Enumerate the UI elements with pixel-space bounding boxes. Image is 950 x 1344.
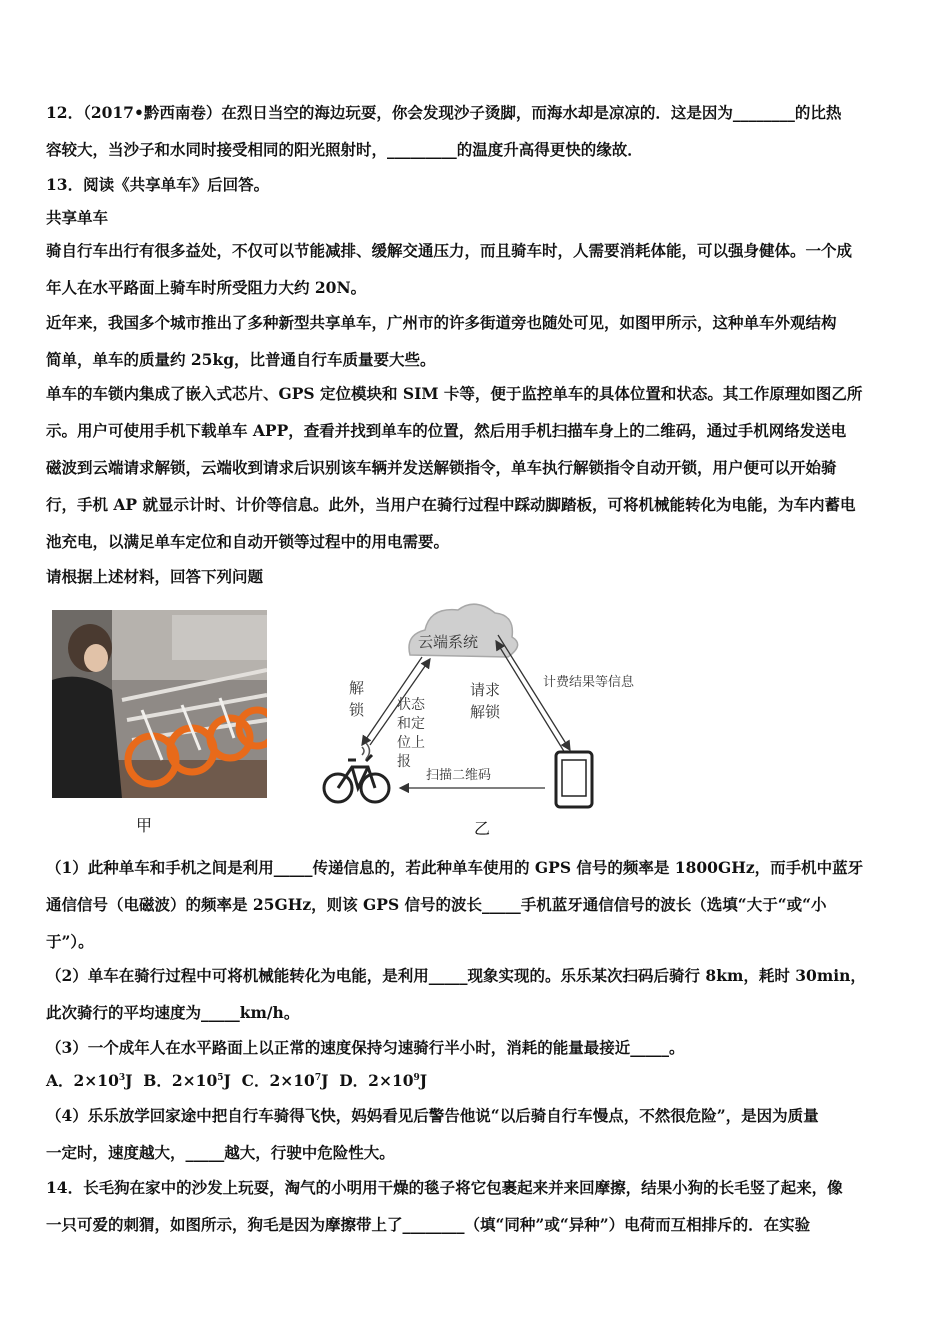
q14-line2: 一只可爱的刺猬，如图所示，狗毛是因为摩擦带上了________（填“同种”或“异种”）电荷而互相排斥的．在实验 [46, 1215, 811, 1234]
p3-line5: 池充电，以满足单车定位和自动开锁等过程中的用电需要。 [46, 532, 450, 551]
p2-line1: 近年来，我国多个城市推出了多种新型共享单车，广州市的许多街道旁也随处可见，如图甲所示，这种单车外观结构 [46, 313, 837, 332]
figure-caption-a: 甲 [136, 816, 153, 835]
request-label-2: 解锁 [470, 703, 501, 721]
article-title: 共享单车 [46, 208, 109, 227]
scan-label: 扫描二维码 [426, 768, 492, 783]
p2-line2: 简单，单车的质量约 25kg，比普通自行车质量要大些。 [46, 350, 436, 369]
option-d: D．$2\times 10^9J$ [339, 1071, 428, 1090]
p3-line1: 单车的车锁内集成了嵌入式芯片、GPS 定位模块和 SIM 卡等，便于监控单车的具体位置和状态。其工作原理如图乙所 [46, 384, 863, 403]
option-b: B．$2\times 10^5J$ [143, 1071, 231, 1090]
p3-line4: 行，手机 AP 就显示计时、计价等信息。此外，当用户在骑行过程中踩动脚踏板，可将机械能转化为电能，为车内蓄电 [46, 495, 856, 514]
s4-line2: 一定时，速度越大，_____越大，行驶中危险性大。 [46, 1143, 395, 1162]
s1-line2: 通信信号（电磁波）的频率是 25GHz，则该 GPS 信号的波长_____手机蓝牙通信信号的波长（选填“大于“或“小 [46, 895, 827, 914]
status-label-2: 和定 [397, 716, 425, 732]
s2-line2: 此次骑行的平均速度为_____km/h。 [46, 1003, 300, 1022]
bicycle-icon [324, 755, 389, 802]
s1-line3: 于”）。 [46, 932, 94, 951]
wireless-signal-icon [362, 743, 370, 759]
unlock-label-2: 锁 [349, 701, 365, 719]
p1-line2: 年人在水平路面上骑车时所受阻力大约 20N。 [46, 278, 367, 297]
option-a: A．$2\times 10^3J$ [46, 1071, 133, 1090]
unlock-label-1: 解 [349, 679, 365, 697]
figure-caption-b: 乙 [474, 819, 491, 838]
status-label-4: 报 [397, 754, 411, 770]
shared-bike-photo [52, 610, 267, 798]
system-diagram [300, 595, 680, 820]
status-label-1: 状态 [397, 697, 425, 713]
request-label-1: 请求 [470, 681, 501, 699]
p3-line3: 磁波到云端请求解锁，云端收到请求后识别该车辆并发送解锁指令，单车执行解锁指令自动开锁，用户便可以开始骑 [46, 458, 837, 477]
q12-line2: 容较大，当沙子和水同时接受相同的阳光照射时，_________的温度升高得更快的缘故． [46, 140, 643, 159]
status-label-3: 位上 [397, 735, 425, 751]
p3-line2: 示。用户可使用手机下载单车 APP，查看并找到单车的位置，然后用手机扫描车身上的二维码，通过手机网络发送电 [46, 421, 847, 440]
q12-line1: 12．（2017•黔西南卷）在烈日当空的海边玩耍，你会发现沙子烫脚，而海水却是凉凉的．这是因为________的比热 [46, 103, 842, 122]
option-c: C．$2\times 10^7J$ [241, 1071, 329, 1090]
s4-line1: （4）乐乐放学回家途中把自行车骑得飞快，妈妈看见后警告他说“以后骑自行车慢点，不然很危险”，是因为质量 [46, 1106, 819, 1125]
s3-line1: （3）一个成年人在水平路面上以正常的速度保持匀速骑行半小时，消耗的能量最接近_____。 [46, 1038, 685, 1057]
billing-label: 计费结果等信息 [543, 675, 635, 690]
answer-prompt: 请根据上述材料，回答下列问题 [46, 567, 264, 586]
phone-icon [556, 752, 592, 807]
s1-line1: （1）此种单车和手机之间是利用_____传递信息的，若此种单车使用的 GPS 信号的频率是 1800GHz，而手机中蓝牙 [46, 858, 864, 877]
s2-line1: （2）单车在骑行过程中可将机械能转化为电能，是利用_____现象实现的。乐乐某次扫码后骑行 8km，耗时 30min， [46, 966, 866, 985]
cloud-label: 云端系统 [418, 633, 479, 651]
p1-line1: 骑自行车出行有很多益处，不仅可以节能减排、缓解交通压力，而且骑车时，人需要消耗体能，可以强身健体。一个成 [46, 241, 853, 260]
answer-options [46, 1071, 427, 1091]
q14-line1: 14．长毛狗在家中的沙发上玩耍，淘气的小明用干燥的毯子将它包裹起来并来回摩擦，结果小狗的长毛竖了起来，像 [46, 1178, 843, 1197]
q13-intro: 13．阅读《共享单车》后回答。 [46, 175, 270, 194]
